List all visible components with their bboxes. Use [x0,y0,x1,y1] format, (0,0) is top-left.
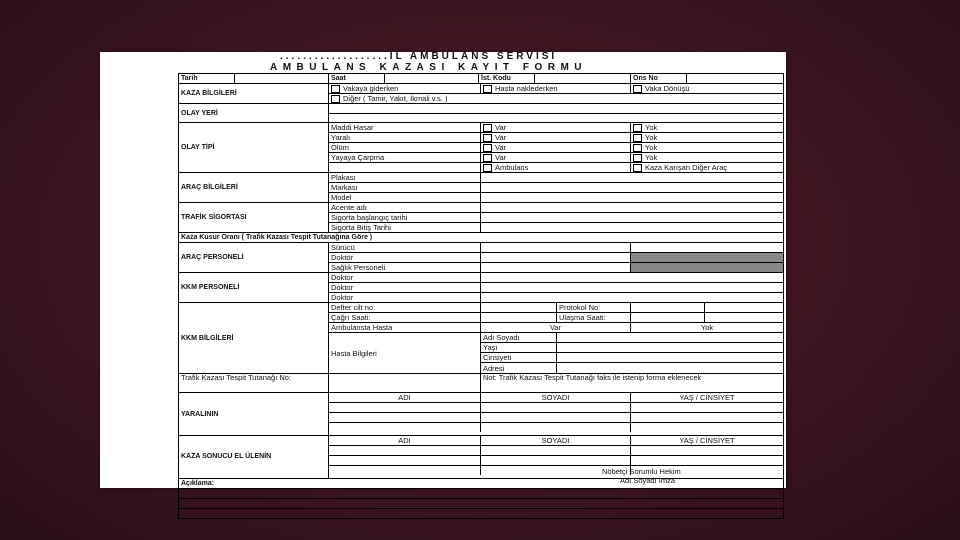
protokol-field[interactable] [631,303,705,312]
defter-label: Defter cilt no: [329,303,481,312]
doktor-field[interactable] [481,283,783,292]
aciklama-line[interactable] [179,499,783,509]
personel-field[interactable] [481,263,631,272]
model-label: Model [329,193,481,202]
plaka-field[interactable] [481,173,783,182]
personel-field[interactable] [631,243,783,252]
kaza-sonucu-label: KAZA SONUCU EL ÜLENİN [179,436,329,478]
diger-arac-label: Kaza Karışan Diğer Araç [645,163,728,172]
cinsiyeti-label: Cinsiyeti [481,353,557,362]
ambulans-label: Ambulans [495,163,529,172]
cagri-field[interactable] [481,313,557,322]
doktor-label: Doktor [329,253,481,262]
doktor-field[interactable] [481,293,783,302]
sigorta-baslangic-field[interactable] [481,213,783,222]
olay-tipi-block [179,123,783,173]
vakaya-checkbox[interactable] [331,85,340,93]
diger-label: Diğer ( Tamir, Yakıt, İkmali v.s. ) [343,94,448,103]
yok-label: Yok [645,133,658,142]
kusur-orani-label: Kaza Kusur Oranı ( Trafik Kazası Tespit Tutanağına Göre ) [181,234,373,241]
adi-soyadi-label: Adı Soyadı [481,333,557,342]
doktor-field[interactable] [481,273,783,282]
var-label: Var [495,153,507,162]
aciklama-row [179,479,783,489]
yas-cinsiyet-header: YAŞ / CİNSİYET [679,436,735,445]
kkm-personeli-block [179,273,783,303]
defter-field[interactable] [481,303,557,312]
olay-row-label: Ölüm [329,143,481,152]
kusur-orani-row [179,233,783,243]
marka-field[interactable] [481,183,783,192]
yok-label: Yok [645,143,658,152]
ons-no-label: Ons No [631,74,687,83]
ulasma-label: Ulaşma Saati: [557,313,631,322]
kaza-sonucu-block [179,436,783,479]
saat-label: Saat [329,74,385,83]
sigorta-baslangic-label: Sigorta başlangıç tarihi [329,213,481,222]
yok-option[interactable]: Yok [700,323,714,332]
yasi-label: Yaşı [481,343,557,352]
soyadi-header: SOYADI [481,436,631,445]
kaza-bilgileri-label: KAZA BİLGİLERİ [179,84,329,103]
cinsiyeti-field[interactable] [557,353,783,362]
sorumlu-hekim-label: Nöbetçi Sorumlu Hekim [602,467,681,476]
ons-no-field[interactable] [687,74,783,83]
aciklama-line[interactable] [179,489,783,499]
yok-checkbox[interactable] [633,124,642,132]
kkm-personeli-label: KKM PERSONELİ [179,273,329,302]
kaza-bilgileri-block [179,84,783,104]
olay-tipi-label: OLAY TİPİ [179,123,329,172]
adresi-label: Adresi [481,363,557,374]
saglik-personeli-label: Sağlık Personeli [329,263,481,272]
surucu-label: Sürücü [329,243,481,252]
cagri-label: Çağrı Saati: [329,313,481,322]
aciklama-label: Açıklama: [181,480,215,487]
yok-label: Yok [645,153,658,162]
vakaya-label: Vakaya giderken [343,84,399,93]
olay-row-label: Yayaya Çarpma [329,153,481,162]
trafik-sigortasi-label: TRAFİK SİGORTASI [179,203,329,232]
tutanak-label: Trafik Kazası Tespit Tutanağı No: [179,374,329,392]
plaka-label: Plakası [329,173,481,182]
donus-label: Vaka Dönüşü [645,84,690,93]
form-title-line2: AMBULANS KAZASI KAYIT FORMU [270,62,588,73]
form-title-line1: ...................İL AMBULANS SERVİSİ [280,51,558,62]
arac-personeli-label: ARAÇ PERSONELİ [179,243,329,272]
header-row [179,74,783,84]
kkm-bilgileri-block [179,303,783,374]
adi-header: ADI [329,436,481,445]
yasi-field[interactable] [557,343,783,352]
personel-field[interactable] [481,253,631,262]
var-label: Var [495,123,507,132]
shaded-cell [631,253,783,262]
imza-label: Adı Soyadı İmza [620,476,676,485]
yok-label: Yok [645,123,658,132]
acente-field[interactable] [481,203,783,212]
ambulansta-label: Ambulansta Hasta [329,323,481,332]
shaded-cell [631,263,783,272]
diger-checkbox[interactable] [331,95,340,103]
kkm-bilgileri-label: KKM BİLGİLERİ [179,303,329,373]
yaralinin-label: YARALININ [179,393,329,435]
aciklama-line[interactable] [179,509,783,518]
arac-bilgileri-label: ARAÇ BİLGİLERİ [179,173,329,202]
model-field[interactable] [481,193,783,202]
sigorta-bitis-label: Sigorta Bitiş Tarihi [329,223,481,232]
var-label: Var [495,143,507,152]
olay-row-label: Yaralı [329,133,481,142]
var-checkbox[interactable] [483,124,492,132]
olay-yeri-label: OLAY YERİ [179,104,329,122]
sigorta-bitis-field[interactable] [481,223,783,232]
nakil-label: Hasta naklederken [495,84,558,93]
marka-label: Markası [329,183,481,192]
olay-yeri-block [179,104,783,123]
var-checkbox[interactable] [483,154,492,162]
protokol-label: Protokol No: [557,303,631,312]
yok-checkbox[interactable] [633,134,642,142]
doktor-label: Doktor [329,293,481,302]
yaralinin-block [179,393,783,436]
ist-kodu-label: İst. Kodu [479,74,535,83]
var-checkbox[interactable] [483,144,492,152]
soyadi-header: SOYADI [481,393,631,402]
saat-field[interactable] [385,74,479,83]
var-option[interactable]: Var [481,323,631,332]
arac-personeli-block [179,243,783,273]
adresi-field[interactable] [557,363,783,374]
doktor-label: Doktor [329,283,481,292]
ambulans-checkbox[interactable] [483,164,492,172]
var-label: Var [495,133,507,142]
donus-checkbox[interactable] [633,85,642,93]
arac-bilgileri-block [179,173,783,203]
adi-soyadi-field[interactable] [557,333,783,342]
tarih-label: Tarih [179,74,235,83]
ist-kodu-field[interactable] [535,74,631,83]
diger-arac-checkbox[interactable] [633,164,642,172]
adi-header: ADI [329,393,481,402]
tutanak-note: Not: Trafik Kazası Tespit Tutanağı faks ile istenip forma eklenecek [483,374,702,382]
nakil-checkbox[interactable] [483,85,492,93]
doktor-label: Doktor [329,273,481,282]
trafik-sigortasi-block [179,203,783,233]
tutanak-row [179,374,783,393]
yok-checkbox[interactable] [633,144,642,152]
ulasma-field[interactable] [631,313,705,322]
olay-row-label: Maddi Hasar [329,123,481,132]
yas-cinsiyet-header: YAŞ / CİNSİYET [679,393,735,402]
personel-field[interactable] [481,243,631,252]
acente-label: Acente adı [329,203,481,212]
var-checkbox[interactable] [483,134,492,142]
yok-checkbox[interactable] [633,154,642,162]
hasta-bilgileri-label: Hasta Bilgileri [329,333,481,373]
tarih-field[interactable] [235,74,329,83]
tutanak-field[interactable] [329,374,481,392]
form-grid [178,73,784,519]
